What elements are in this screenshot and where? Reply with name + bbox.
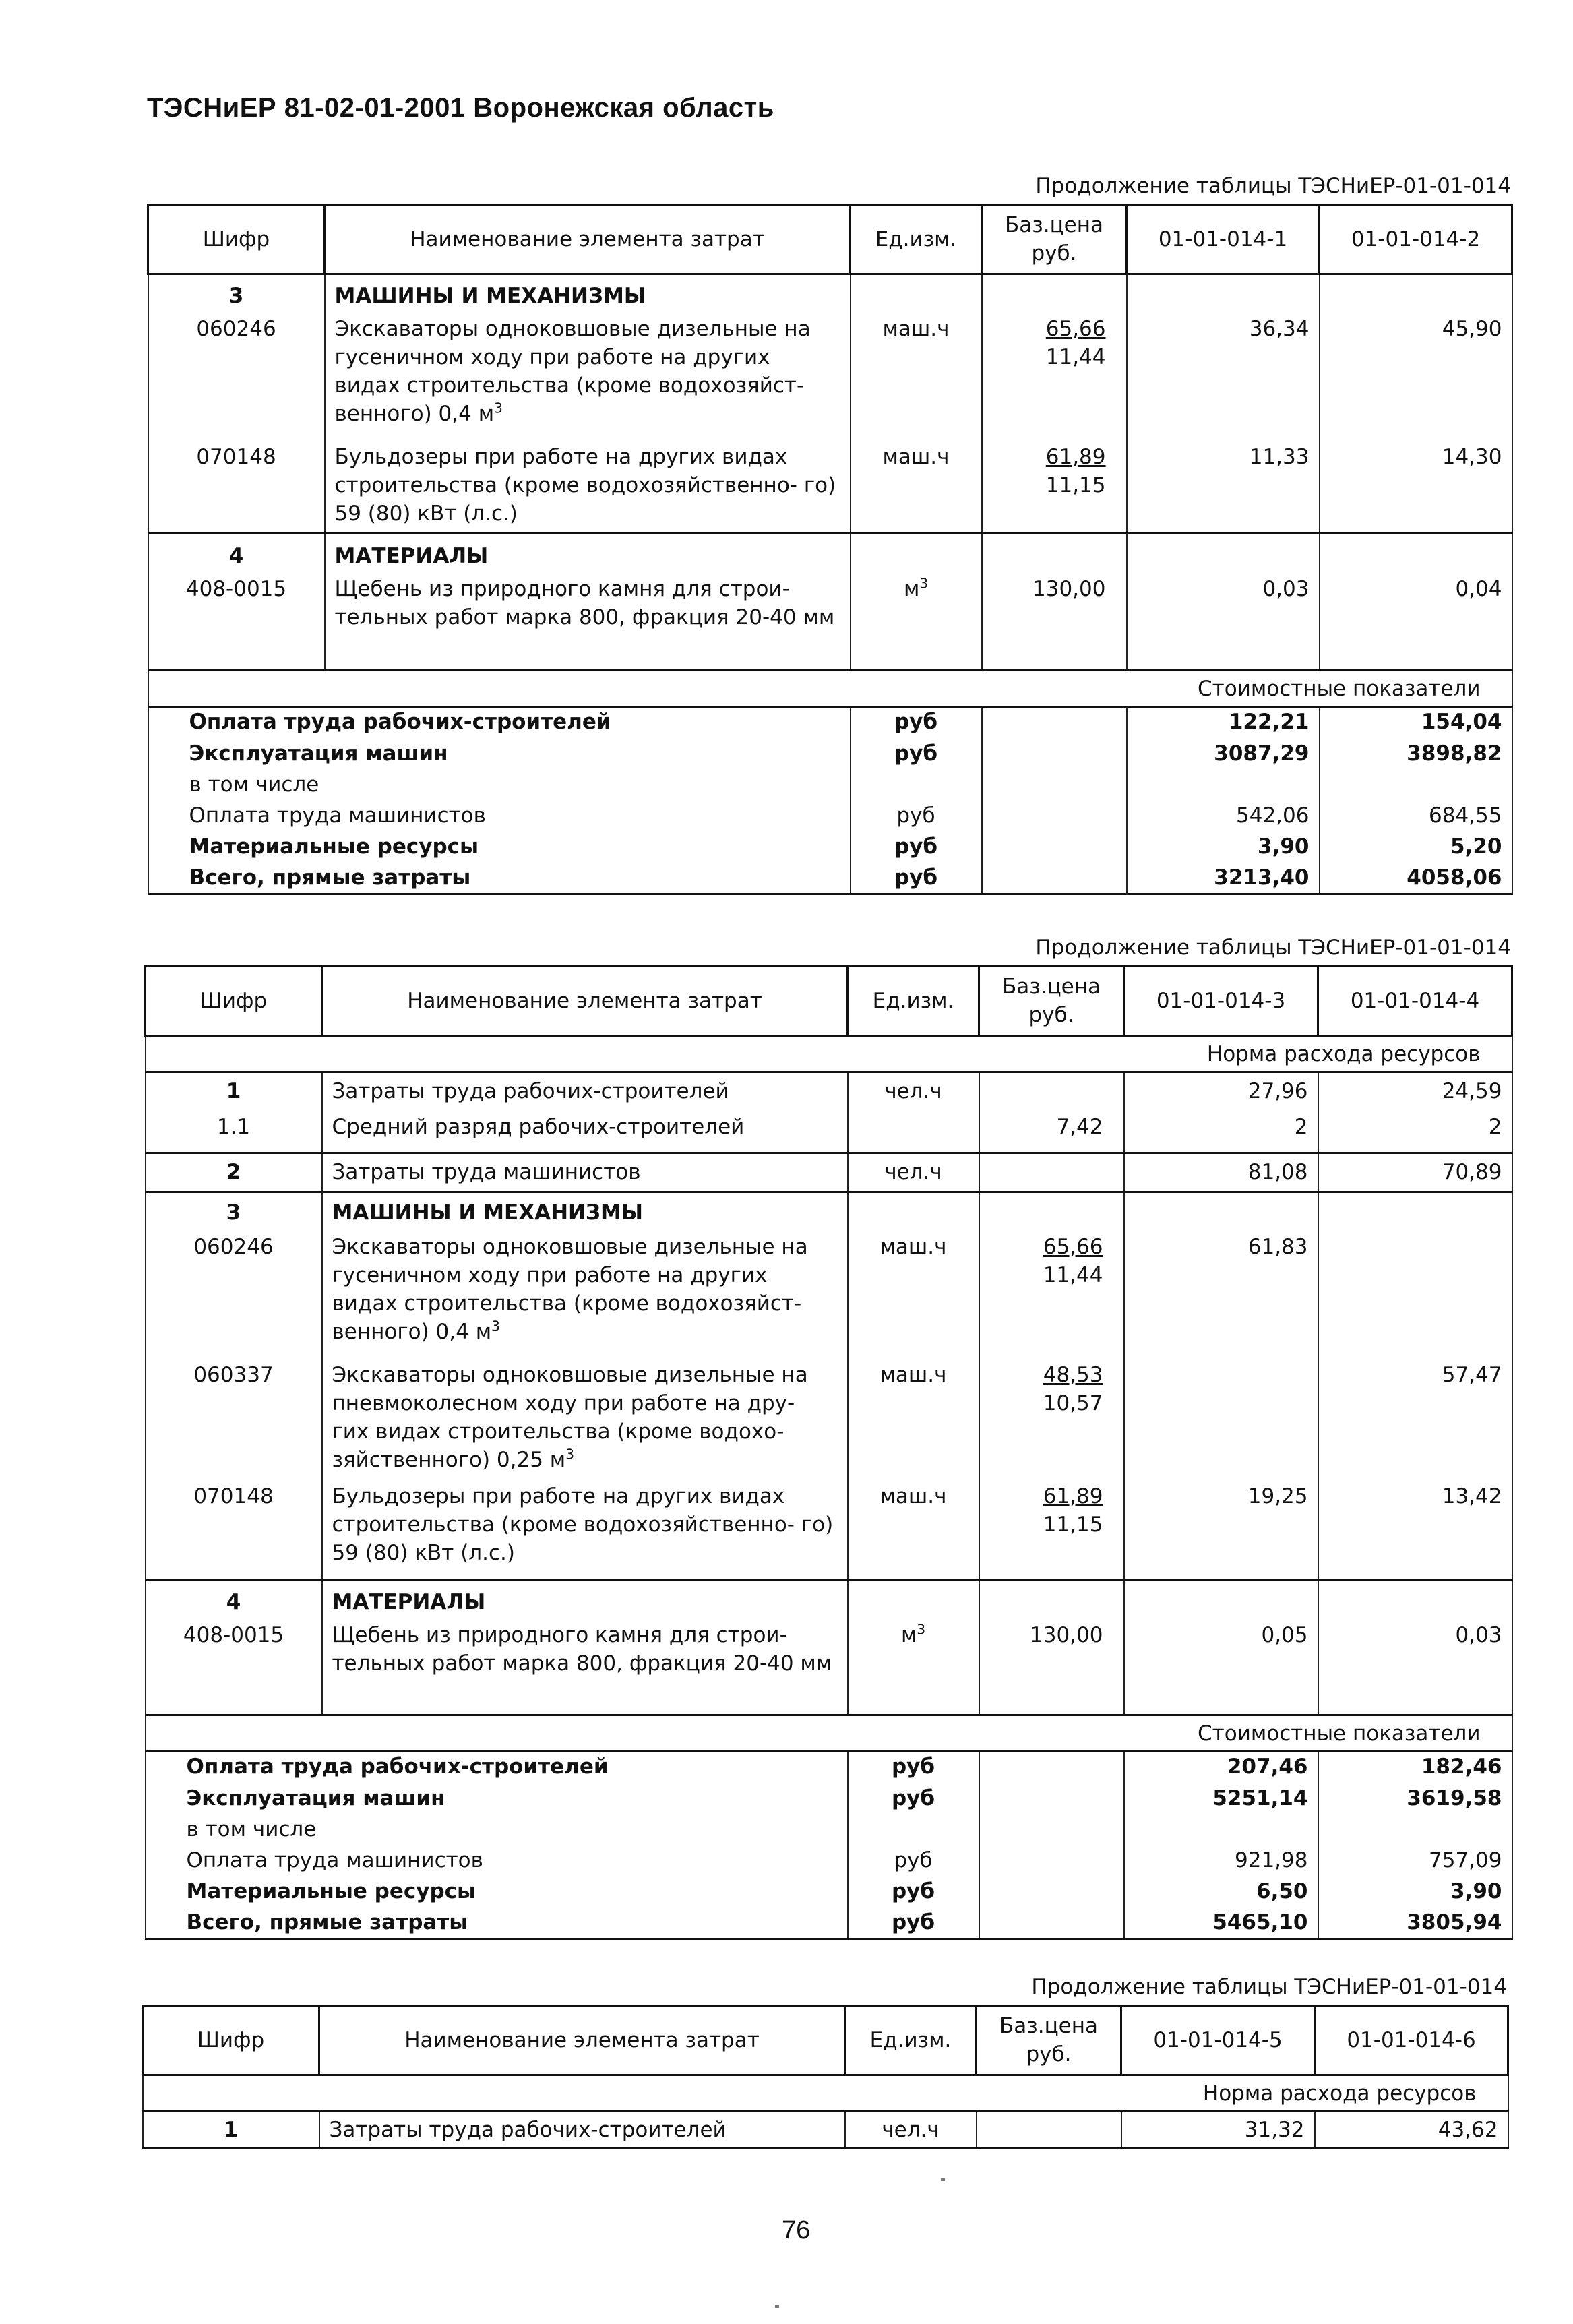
document-header: ТЭСНиЕР 81-02-01-2001 Воронежская область: [147, 93, 774, 123]
summary-row: Эксплуатация машин руб 3087,29 3898,82: [148, 739, 1512, 770]
summary-row: Всего, прямые затраты руб 5465,10 3805,94: [146, 1908, 1512, 1939]
section-row: 3 МАШИНЫ И МЕХАНИЗМЫ: [148, 274, 1512, 315]
scan-speck: [775, 2305, 779, 2308]
table-row: 1 Затраты труда рабочих-строителей чел.ч 27,96 24,59: [146, 1072, 1512, 1113]
header-code: Шифр: [143, 2006, 319, 2075]
section-row: 3 МАШИНЫ И МЕХАНИЗМЫ: [146, 1192, 1512, 1233]
table-row: 408-0015 Щебень из природного камня для строи- тельных работ марка 800, фракция 20-40 мм $м^3$ 130,00 0,05 0,03: [146, 1621, 1512, 1715]
table-header-row: [148, 205, 1512, 274]
table-caption: Продолжение таблицы ТЭСНиЕР-01-01-014: [1031, 1975, 1507, 1999]
summary-row: Оплата труда рабочих-строителей руб 122,21 154,04: [148, 707, 1512, 739]
summary-row: Оплата труда рабочих-строителей руб 207,46 182,46: [146, 1752, 1512, 1784]
header-unit: Ед.изм.: [851, 205, 982, 274]
header-norm-1: 01-01-014-3: [1124, 967, 1318, 1036]
header-price: Баз.цена руб.: [977, 2006, 1121, 2075]
estimate-table-3: [142, 2005, 1509, 2149]
section-row: 4 МАТЕРИАЛЫ: [146, 1581, 1512, 1621]
page-number: 76: [782, 2216, 811, 2244]
estimate-table-1: [147, 204, 1513, 895]
table-row: 1.1 Средний разряд рабочих-строителей 7,42 2 2: [146, 1113, 1512, 1153]
table-row: 2 Затраты труда машинистов чел.ч 81,08 70,89: [146, 1153, 1512, 1192]
section-row: 4 МАТЕРИАЛЫ: [148, 533, 1512, 575]
table-row: 060337 Экскаваторы одноковшовые дизельные на пневмоколесном ходу при работе на дру- гих видах строительства (кроме водохо- зяйственного) 0,25 $м^3$ маш.ч 48,53 10,57 57,47: [146, 1361, 1512, 1482]
summary-row: Материальные ресурсы руб 3,90 5,20: [148, 832, 1512, 863]
table-caption: Продолжение таблицы ТЭСНиЕР-01-01-014: [1035, 174, 1511, 198]
header-norm-2: 01-01-014-4: [1318, 967, 1512, 1036]
header-norm-2: 01-01-014-6: [1315, 2006, 1508, 2075]
cost-band-row: Стоимостные показатели: [148, 671, 1512, 707]
norm-band-row: Норма расхода ресурсов: [143, 2075, 1508, 2112]
table-row: 060246 Экскаваторы одноковшовые дизельные на гусеничном ходу при работе на других видах строительства (кроме водохозяйст- венного) 0,4 $м^3$ маш.ч 65,66 11,44 36,34 45,90: [148, 315, 1512, 443]
cost-band-row: Стоимостные показатели: [146, 1715, 1512, 1752]
norm-band-row: Норма расхода ресурсов: [146, 1036, 1512, 1072]
summary-row: Материальные ресурсы руб 6,50 3,90: [146, 1877, 1512, 1908]
header-price: Баз.цена руб.: [979, 967, 1124, 1036]
header-norm-1: 01-01-014-1: [1127, 205, 1320, 274]
table-header-row: [143, 2006, 1508, 2075]
summary-row: в том числе: [148, 770, 1512, 801]
summary-row: Оплата труда машинистов руб 542,06 684,55: [148, 801, 1512, 832]
header-norm-2: 01-01-014-2: [1320, 205, 1512, 274]
header-unit: Ед.изм.: [848, 967, 979, 1036]
summary-row: в том числе: [146, 1815, 1512, 1846]
header-price: Баз.цена руб.: [982, 205, 1127, 274]
header-norm-1: 01-01-014-5: [1121, 2006, 1315, 2075]
table-caption: Продолжение таблицы ТЭСНиЕР-01-01-014: [1035, 936, 1511, 960]
table-row: 070148 Бульдозеры при работе на других видах строительства (кроме водохозяйственно- го) 59 (80) кВт (л.с.) маш.ч 61,89 11,15 19,25 13,42: [146, 1482, 1512, 1581]
header-name: Наименование элемента затрат: [319, 2006, 845, 2075]
header-name: Наименование элемента затрат: [325, 205, 851, 274]
summary-row: Оплата труда машинистов руб 921,98 757,09: [146, 1846, 1512, 1877]
table-row: 060246 Экскаваторы одноковшовые дизельные на гусеничном ходу при работе на других видах строительства (кроме водохозяйст- венного) 0,4 $м^3$ маш.ч 65,66 11,44 61,83: [146, 1233, 1512, 1361]
header-code: Шифр: [148, 205, 325, 274]
scan-speck: [941, 2178, 945, 2181]
summary-row: Всего, прямые затраты руб 3213,40 4058,06: [148, 863, 1512, 894]
header-name: Наименование элемента затрат: [322, 967, 848, 1036]
header-code: Шифр: [146, 967, 322, 1036]
estimate-table-2: [144, 965, 1513, 1940]
table-header-row: [146, 967, 1512, 1036]
table-row: 1 Затраты труда рабочих-строителей чел.ч 31,32 43,62: [143, 2112, 1508, 2148]
header-unit: Ед.изм.: [845, 2006, 977, 2075]
table-row: 070148 Бульдозеры при работе на других видах строительства (кроме водохозяйственно- го) 59 (80) кВт (л.с.) маш.ч 61,89 11,15 11,33 14,30: [148, 443, 1512, 533]
summary-row: Эксплуатация машин руб 5251,14 3619,58: [146, 1784, 1512, 1815]
table-row: 408-0015 Щебень из природного камня для строи- тельных работ марка 800, фракция 20-40 мм $м^3$ 130,00 0,03 0,04: [148, 575, 1512, 671]
